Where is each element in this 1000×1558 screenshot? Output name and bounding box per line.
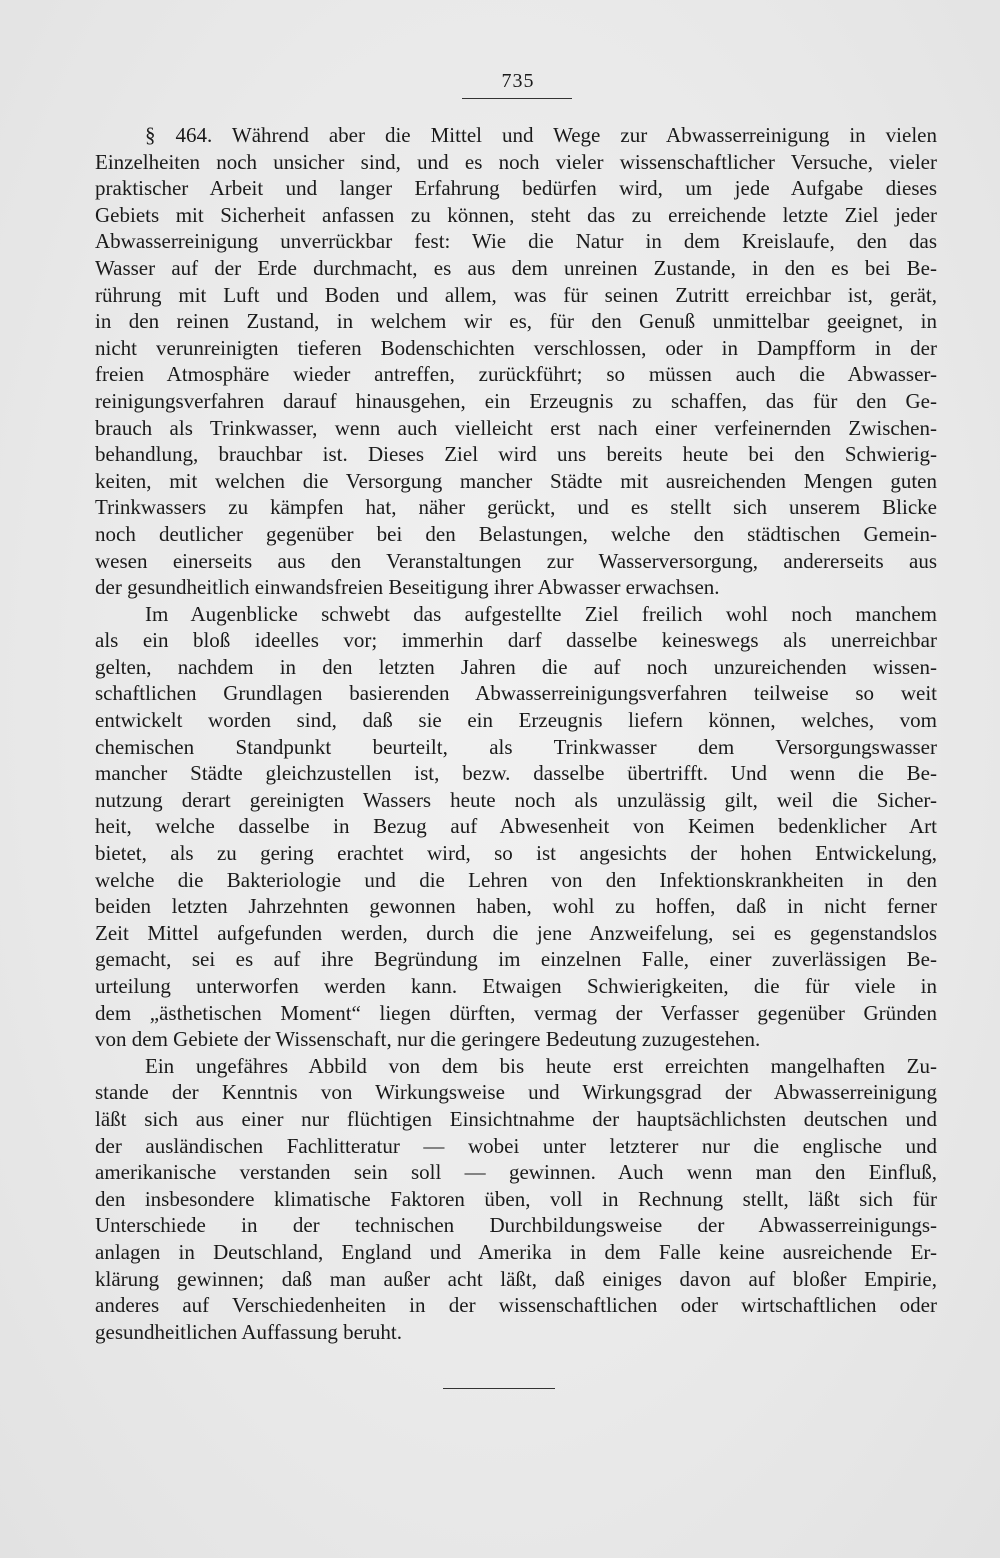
text-line: Zeit Mittel aufgefunden werden, durch die jene Anzweifelung, sei es gegenstandslos — [95, 920, 937, 945]
text-line: Gebiets mit Sicherheit anfassen zu können, steht das zu erreichende letzte Ziel jeder — [95, 202, 937, 227]
text-line: wesen einerseits aus den Veranstaltungen zur Wasserversorgung, andererseits aus — [95, 548, 937, 573]
text-line: von dem Gebiete der Wissenschaft, nur die geringere Bedeutung zuzugestehen. — [95, 1027, 761, 1052]
text-line: welche die Bakteriologie und die Lehren von den Infektionskrankheiten in den — [95, 867, 937, 892]
text-line: Im Augenblicke schwebt das aufgestellte Ziel freilich wohl noch manchem — [145, 601, 937, 626]
text-line: den insbesondere klimatische Faktoren üben, voll in Rechnung stellt, läßt sich für — [95, 1186, 937, 1211]
text-line: Trinkwassers zu kämpfen hat, näher gerückt, und es stellt sich unserem Blicke — [95, 495, 937, 520]
text-line: praktischer Arbeit und langer Erfahrung bedürfen wird, um jede Aufgabe dieses — [95, 176, 937, 201]
text-line: Einzelheiten noch unsicher sind, und es noch vieler wissenschaftlicher Versuche, vieler — [95, 149, 937, 174]
text-line: nicht verunreinigten tieferen Bodenschichten verschlossen, oder in Dampfform in der — [95, 335, 937, 360]
text-line: chemischen Standpunkt beurteilt, als Trinkwasser dem Versorgungswasser — [95, 734, 937, 759]
body-text — [95, 122, 937, 1345]
text-line: beiden letzten Jahrzehnten gewonnen haben, wohl zu hoffen, daß in nicht ferner — [95, 894, 937, 919]
text-line: klärung gewinnen; daß man außer acht läßt, daß einiges davon auf bloßer Empirie, — [95, 1266, 937, 1291]
text-line: läßt sich aus einer nur flüchtigen Einsichtnahme der hauptsächlichsten deutschen und — [95, 1106, 937, 1131]
text-line: gemacht, sei es auf ihre Begründung im einzelnen Falle, einer zuverlässigen Be- — [95, 947, 937, 972]
text-line: § 464. Während aber die Mittel und Wege zur Abwasserreinigung in vielen — [145, 123, 937, 147]
text-line: entwickelt worden sind, daß sie ein Erzeugnis liefern können, welches, vom — [95, 708, 937, 733]
text-line: Wasser auf der Erde durchmacht, es aus dem unreinen Zustande, in den es bei Be- — [95, 255, 937, 280]
text-line: keiten, mit welchen die Versorgung mancher Städte mit ausreichenden Mengen guten — [95, 468, 937, 493]
text-line: freien Atmosphäre wieder antreffen, zurückführt; so müssen auch die Abwasser- — [95, 362, 937, 387]
text-line: der gesundheitlich einwandsfreien Beseitigung ihrer Abwasser erwachsen. — [95, 575, 720, 600]
text-line: der ausländischen Fachlitteratur — wobei unter letzterer nur die englische und — [95, 1133, 937, 1158]
text-line: rührung mit Luft und Boden und allem, was für seinen Zutritt erreichbar ist, gerät, — [95, 282, 937, 307]
text-line: gelten, nachdem in den letzten Jahren die auf noch unzureichenden wissen- — [95, 654, 937, 679]
text-line: bietet, als zu gering erachtet wird, so ist angesichts der hohen Entwickelung, — [95, 841, 937, 866]
text-line: mancher Städte gleichzustellen ist, bezw. dasselbe übertrifft. Und wenn die Be- — [95, 761, 937, 786]
text-line: amerikanische verstanden sein soll — gewinnen. Auch wenn man den Einfluß, — [95, 1160, 937, 1185]
text-line: Unterschiede in der technischen Durchbildungsweise der Abwasserreinigungs- — [95, 1213, 937, 1238]
text-line: brauch als Trinkwasser, wenn auch vielleicht erst nach einer verfeinernden Zwischen- — [95, 415, 937, 440]
text-line: heit, welche dasselbe in Bezug auf Abwesenheit von Keimen bedenklicher Art — [95, 814, 937, 839]
text-line: reinigungsverfahren darauf hinausgehen, ein Erzeugnis zu schaffen, das für den Ge- — [95, 388, 937, 413]
text-line: noch deutlicher gegenüber bei den Belastungen, welche den städtischen Gemein- — [95, 521, 937, 546]
text-line: nutzung derart gereinigten Wassers heute noch als unzulässig gilt, weil die Sicher- — [95, 787, 937, 812]
header-rule — [462, 98, 572, 99]
page-number: 735 — [501, 70, 535, 92]
text-line: gesundheitlichen Auffassung beruht. — [95, 1319, 402, 1344]
text-line: als ein bloß ideelles vor; immerhin darf dasselbe keineswegs als unerreichbar — [95, 628, 937, 653]
text-line: Ein ungefähres Abbild von dem bis heute erst erreichten mangelhaften Zu- — [145, 1053, 937, 1078]
text-line: stande der Kenntnis von Wirkungsweise und Wirkungsgrad der Abwasserreinigung — [95, 1080, 937, 1105]
text-line: anderes auf Verschiedenheiten in der wissenschaftlichen oder wirtschaftlichen oder — [95, 1293, 937, 1318]
text-line: behandlung, brauchbar ist. Dieses Ziel wird uns bereits heute bei den Schwierig- — [95, 442, 937, 467]
footer-rule — [443, 1388, 555, 1389]
text-line: schaftlichen Grundlagen basierenden Abwasserreinigungsverfahren teilweise so weit — [95, 681, 937, 706]
text-line: in den reinen Zustand, in welchem wir es, für den Genuß unmittelbar geeignet, in — [95, 309, 937, 334]
text-line: anlagen in Deutschland, England und Amerika in dem Falle keine ausreichende Er- — [95, 1239, 937, 1264]
text-line: Abwasserreinigung unverrückbar fest: Wie die Natur in dem Kreislaufe, den das — [95, 229, 937, 254]
text-line: dem „ästhetischen Moment“ liegen dürften, vermag der Verfasser gegenüber Gründen — [95, 1000, 937, 1025]
text-line: urteilung unterworfen werden kann. Etwaigen Schwierigkeiten, die für viele in — [95, 974, 937, 998]
